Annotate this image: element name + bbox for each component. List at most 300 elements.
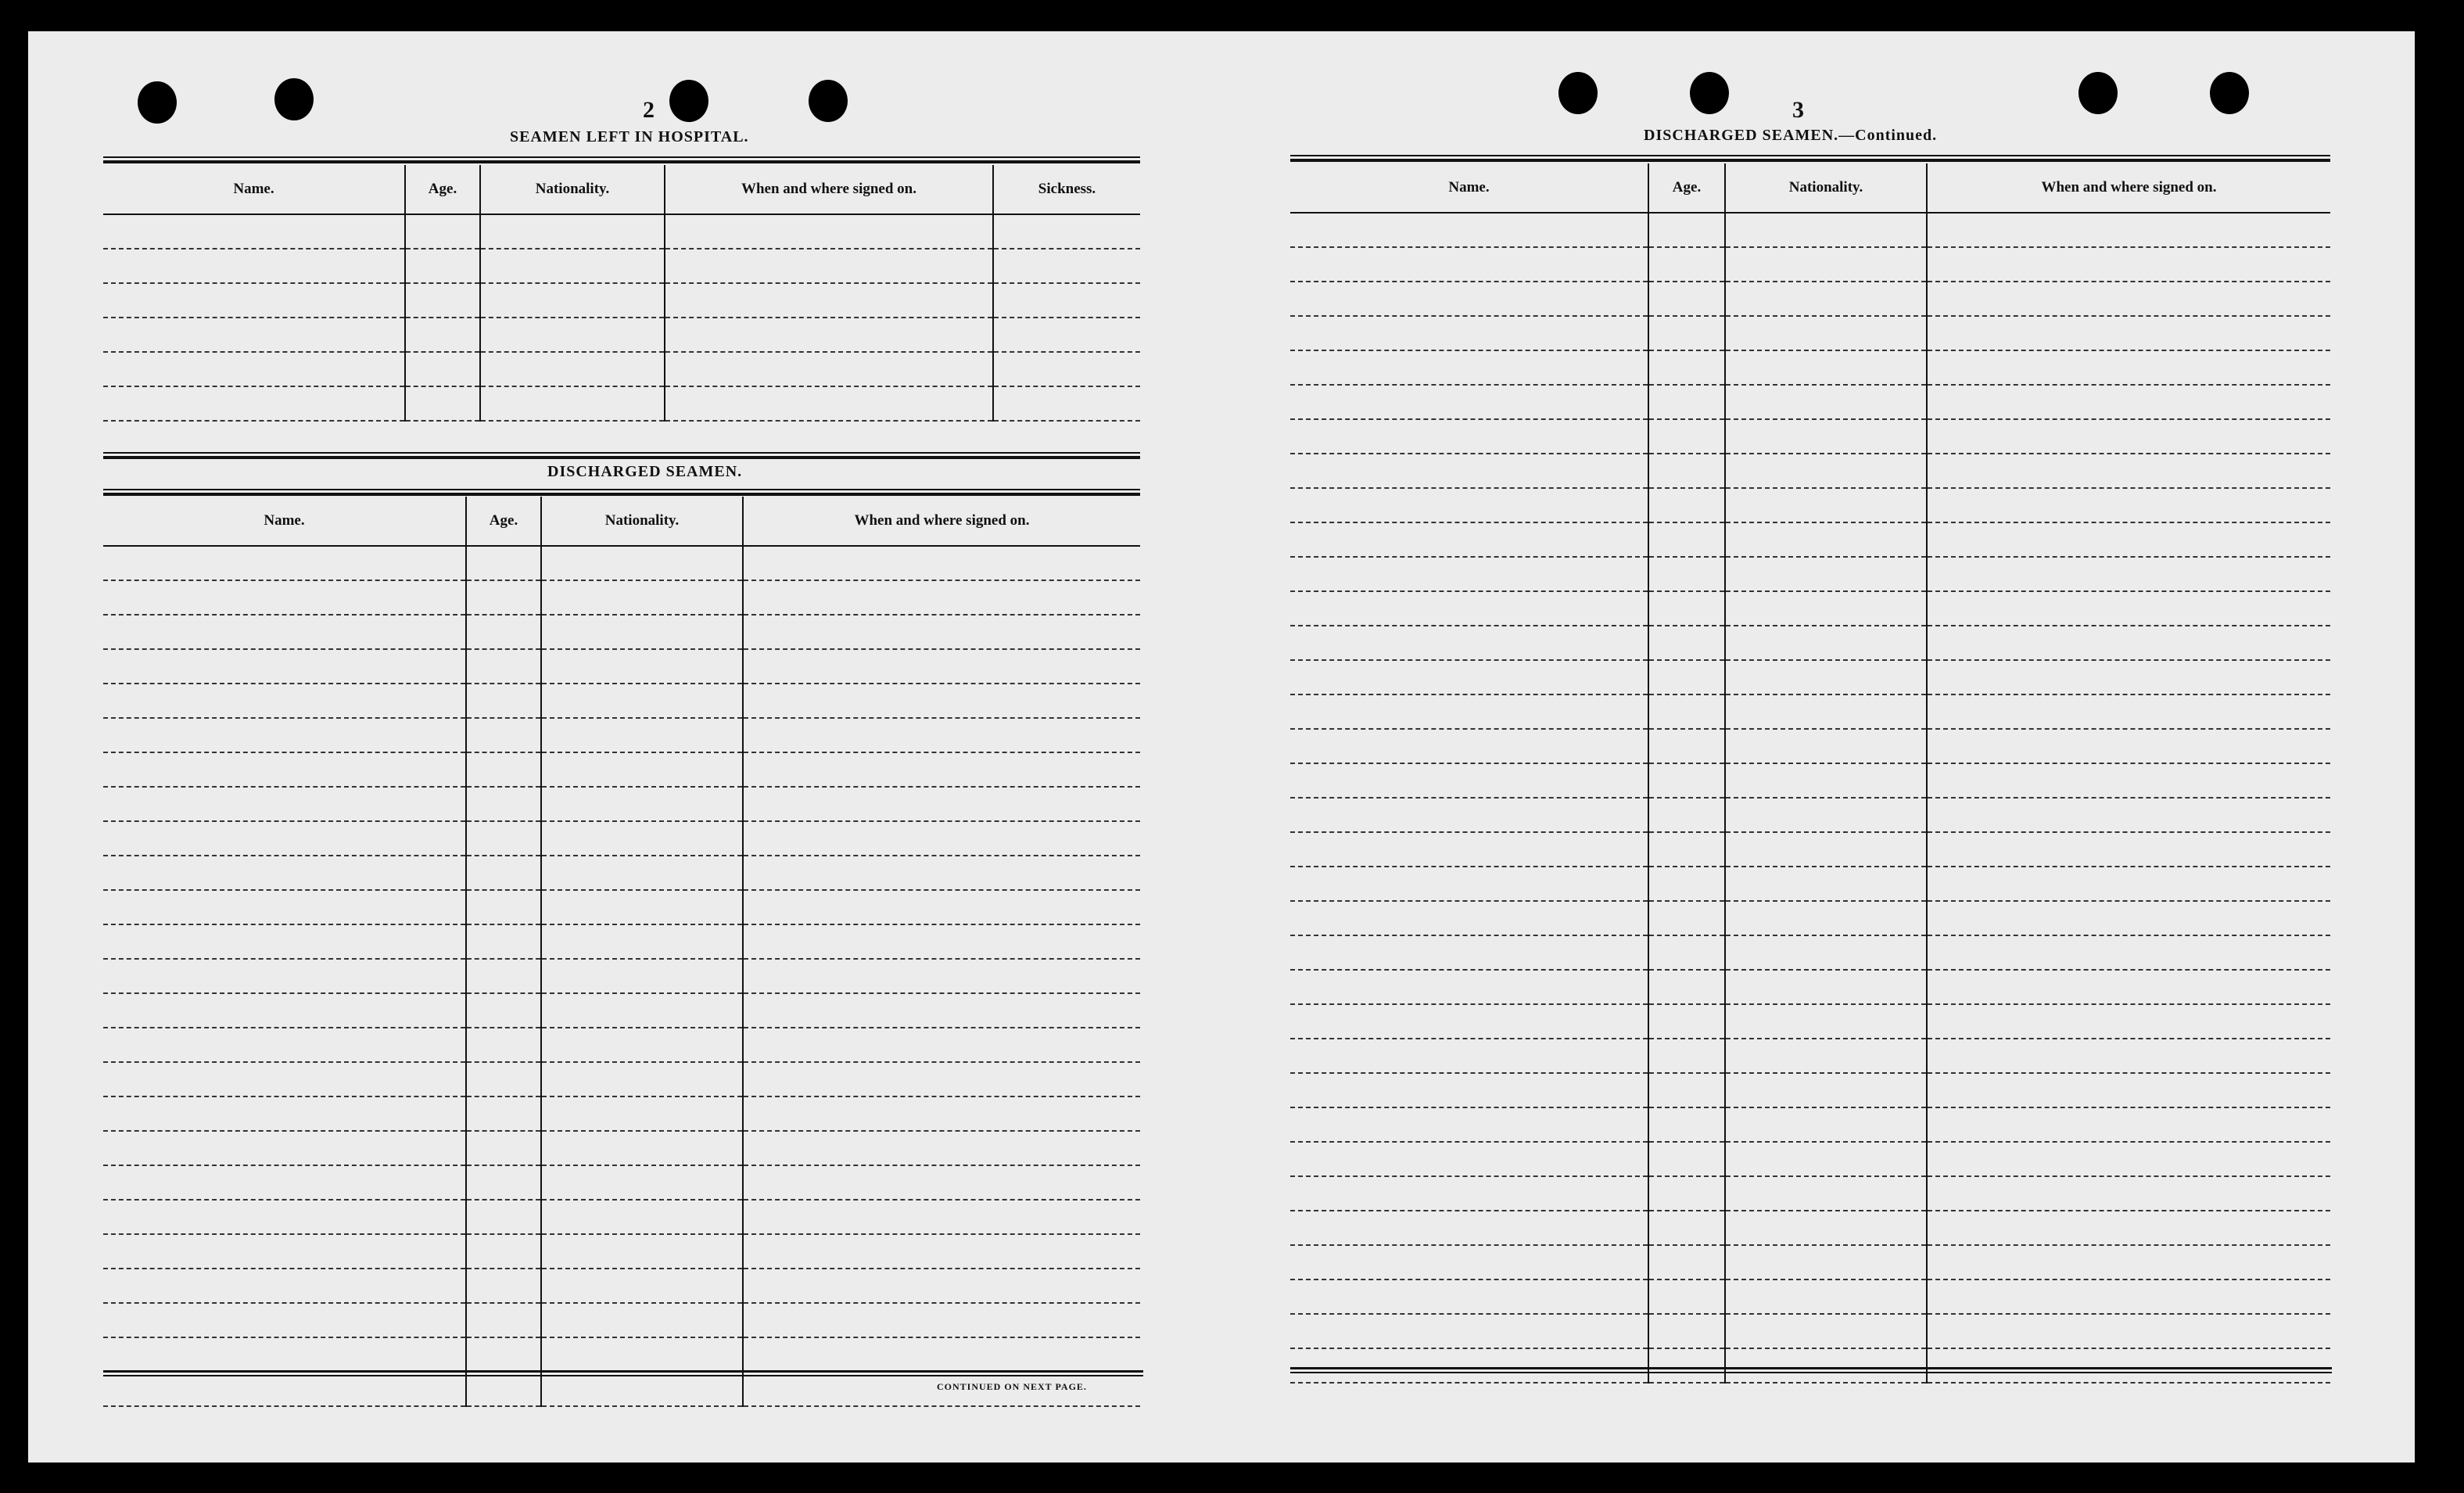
- blank-cell-name[interactable]: [1290, 1039, 1648, 1073]
- blank-cell-nationality[interactable]: [1725, 1073, 1927, 1107]
- blank-cell-age[interactable]: [405, 386, 480, 421]
- blank-cell-nationality[interactable]: [1725, 419, 1927, 454]
- blank-cell-age[interactable]: [466, 890, 541, 924]
- blank-cell-age[interactable]: [1648, 522, 1725, 557]
- blank-cell-when-and-where-signed-on[interactable]: [743, 856, 1140, 890]
- blank-cell-when-and-where-signed-on[interactable]: [1927, 247, 2330, 282]
- blank-cell-name[interactable]: [103, 283, 405, 318]
- blank-cell-nationality[interactable]: [1725, 591, 1927, 626]
- blank-cell-name[interactable]: [103, 615, 466, 649]
- blank-cell-age[interactable]: [466, 924, 541, 959]
- blank-cell-when-and-where-signed-on[interactable]: [743, 1131, 1140, 1165]
- blank-cell-age[interactable]: [1648, 1348, 1725, 1383]
- table-row: [103, 752, 1140, 787]
- double-rule: [103, 452, 1140, 459]
- blank-cell-when-and-where-signed-on[interactable]: [743, 1096, 1140, 1131]
- blank-cell-age[interactable]: [405, 318, 480, 352]
- blank-cell-when-and-where-signed-on[interactable]: [743, 993, 1140, 1028]
- blank-cell-name[interactable]: [103, 1028, 466, 1062]
- blank-cell-nationality[interactable]: [1725, 660, 1927, 694]
- table-row: [1290, 1348, 2330, 1383]
- blank-cell-nationality[interactable]: [541, 924, 743, 959]
- blank-cell-age[interactable]: [466, 718, 541, 752]
- table-row: [1290, 247, 2330, 282]
- blank-cell-nationality[interactable]: [1725, 1211, 1927, 1245]
- blank-cell-age[interactable]: [466, 752, 541, 787]
- blank-cell-name[interactable]: [1290, 247, 1648, 282]
- column-header-age: Age.: [466, 497, 541, 546]
- bottom-rule: [103, 1370, 1143, 1376]
- punch-hole: [2210, 72, 2249, 114]
- blank-cell-nationality[interactable]: [1725, 385, 1927, 419]
- table-row: [103, 856, 1140, 890]
- blank-cell-when-and-where-signed-on[interactable]: [743, 787, 1140, 821]
- blank-cell-nationality[interactable]: [1725, 763, 1927, 798]
- blank-cell-age[interactable]: [405, 352, 480, 386]
- hospital-section-title: SEAMEN LEFT IN HOSPITAL.: [510, 128, 749, 145]
- blank-cell-name[interactable]: [103, 352, 405, 386]
- blank-cell-nationality[interactable]: [480, 249, 665, 283]
- blank-cell-when-and-where-signed-on[interactable]: [743, 1028, 1140, 1062]
- blank-cell-sickness[interactable]: [993, 352, 1140, 386]
- blank-cell-when-and-where-signed-on[interactable]: [743, 1200, 1140, 1234]
- blank-cell-when-and-where-signed-on[interactable]: [1927, 1004, 2330, 1039]
- blank-cell-nationality[interactable]: [480, 352, 665, 386]
- blank-cell-name[interactable]: [1290, 660, 1648, 694]
- blank-cell-nationality[interactable]: [1725, 522, 1927, 557]
- table-row: [1290, 282, 2330, 316]
- blank-cell-nationality[interactable]: [480, 318, 665, 352]
- blank-cell-when-and-where-signed-on[interactable]: [1927, 832, 2330, 867]
- blank-cell-name[interactable]: [1290, 1348, 1648, 1383]
- blank-cell-when-and-where-signed-on[interactable]: [743, 649, 1140, 684]
- blank-cell-name[interactable]: [1290, 316, 1648, 350]
- blank-cell-name[interactable]: [103, 1337, 466, 1372]
- blank-cell-when-and-where-signed-on[interactable]: [1927, 867, 2330, 901]
- blank-cell-nationality[interactable]: [1725, 1279, 1927, 1314]
- blank-cell-age[interactable]: [466, 580, 541, 615]
- blank-cell-when-and-where-signed-on[interactable]: [743, 1165, 1140, 1200]
- blank-cell-nationality[interactable]: [541, 1303, 743, 1337]
- blank-cell-name[interactable]: [103, 318, 405, 352]
- blank-cell-age[interactable]: [1648, 350, 1725, 385]
- table-row: [1290, 867, 2330, 901]
- blank-cell-age[interactable]: [466, 1234, 541, 1269]
- blank-cell-name[interactable]: [1290, 282, 1648, 316]
- blank-cell-name[interactable]: [103, 386, 405, 421]
- blank-cell-when-and-where-signed-on[interactable]: [1927, 935, 2330, 970]
- blank-cell-age[interactable]: [1648, 247, 1725, 282]
- table-row: [103, 1234, 1140, 1269]
- blank-cell-name[interactable]: [1290, 522, 1648, 557]
- blank-cell-name[interactable]: [1290, 763, 1648, 798]
- blank-cell-nationality[interactable]: [1725, 557, 1927, 591]
- blank-cell-sickness[interactable]: [993, 249, 1140, 283]
- blank-cell-age[interactable]: [466, 993, 541, 1028]
- blank-cell-age[interactable]: [1648, 316, 1725, 350]
- blank-cell-nationality[interactable]: [1725, 626, 1927, 660]
- blank-cell-when-and-where-signed-on[interactable]: [1927, 1073, 2330, 1107]
- blank-cell-name[interactable]: [1290, 1107, 1648, 1142]
- column-header-when-and-where-signed-on: When and where signed on.: [1927, 163, 2330, 213]
- blank-cell-when-and-where-signed-on[interactable]: [1927, 729, 2330, 763]
- blank-cell-age[interactable]: [1648, 591, 1725, 626]
- blank-cell-name[interactable]: [103, 959, 466, 993]
- blank-cell-age[interactable]: [1648, 832, 1725, 867]
- blank-cell-nationality[interactable]: [1725, 694, 1927, 729]
- column-header-nationality: Nationality.: [1725, 163, 1927, 213]
- blank-cell-when-and-where-signed-on[interactable]: [1927, 1039, 2330, 1073]
- blank-cell-when-and-where-signed-on[interactable]: [665, 283, 993, 318]
- blank-cell-when-and-where-signed-on[interactable]: [743, 684, 1140, 718]
- blank-cell-age[interactable]: [1648, 1279, 1725, 1314]
- blank-cell-name[interactable]: [103, 580, 466, 615]
- blank-cell-nationality[interactable]: [1725, 935, 1927, 970]
- blank-cell-sickness[interactable]: [993, 386, 1140, 421]
- blank-cell-age[interactable]: [1648, 798, 1725, 832]
- blank-cell-age[interactable]: [466, 1131, 541, 1165]
- blank-cell-age[interactable]: [466, 684, 541, 718]
- blank-cell-nationality[interactable]: [1725, 316, 1927, 350]
- blank-cell-name[interactable]: [1290, 1245, 1648, 1279]
- blank-cell-nationality[interactable]: [541, 752, 743, 787]
- blank-cell-when-and-where-signed-on[interactable]: [1927, 763, 2330, 798]
- blank-cell-nationality[interactable]: [541, 580, 743, 615]
- blank-cell-when-and-where-signed-on[interactable]: [1927, 1348, 2330, 1383]
- blank-cell-when-and-where-signed-on[interactable]: [1927, 901, 2330, 935]
- blank-cell-name[interactable]: [103, 787, 466, 821]
- blank-cell-nationality[interactable]: [541, 1337, 743, 1372]
- blank-cell-nationality[interactable]: [1725, 901, 1927, 935]
- blank-cell-name[interactable]: [1290, 591, 1648, 626]
- blank-cell-when-and-where-signed-on[interactable]: [1927, 316, 2330, 350]
- table-row: [103, 1062, 1140, 1096]
- blank-cell-age[interactable]: [405, 249, 480, 283]
- blank-cell-nationality[interactable]: [1725, 454, 1927, 488]
- blank-cell-nationality[interactable]: [541, 1028, 743, 1062]
- blank-cell-name[interactable]: [103, 1096, 466, 1131]
- blank-cell-nationality[interactable]: [480, 283, 665, 318]
- blank-cell-name[interactable]: [103, 684, 466, 718]
- blank-cell-nationality[interactable]: [1725, 1142, 1927, 1176]
- blank-cell-nationality[interactable]: [1725, 1107, 1927, 1142]
- blank-cell-nationality[interactable]: [1725, 832, 1927, 867]
- blank-cell-age[interactable]: [1648, 1107, 1725, 1142]
- table-row: [103, 787, 1140, 821]
- blank-cell-name[interactable]: [103, 1234, 466, 1269]
- blank-cell-nationality[interactable]: [541, 546, 743, 580]
- blank-cell-when-and-where-signed-on[interactable]: [743, 546, 1140, 580]
- blank-cell-nationality[interactable]: [541, 1131, 743, 1165]
- blank-cell-when-and-where-signed-on[interactable]: [1927, 1107, 2330, 1142]
- blank-cell-name[interactable]: [103, 1372, 466, 1406]
- blank-cell-age[interactable]: [466, 856, 541, 890]
- blank-cell-age[interactable]: [466, 1337, 541, 1372]
- table-row: [1290, 970, 2330, 1004]
- blank-cell-name[interactable]: [1290, 867, 1648, 901]
- blank-cell-nationality[interactable]: [1725, 282, 1927, 316]
- blank-cell-when-and-where-signed-on[interactable]: [1927, 213, 2330, 247]
- blank-cell-nationality[interactable]: [1725, 488, 1927, 522]
- blank-cell-when-and-where-signed-on[interactable]: [743, 718, 1140, 752]
- blank-cell-when-and-where-signed-on[interactable]: [743, 924, 1140, 959]
- blank-cell-name[interactable]: [103, 752, 466, 787]
- blank-cell-name[interactable]: [1290, 454, 1648, 488]
- blank-cell-name[interactable]: [1290, 832, 1648, 867]
- blank-cell-when-and-where-signed-on[interactable]: [1927, 694, 2330, 729]
- blank-cell-name[interactable]: [1290, 1176, 1648, 1211]
- blank-cell-nationality[interactable]: [541, 821, 743, 856]
- blank-cell-name[interactable]: [103, 924, 466, 959]
- blank-cell-when-and-where-signed-on[interactable]: [1927, 454, 2330, 488]
- blank-cell-age[interactable]: [1648, 626, 1725, 660]
- blank-cell-name[interactable]: [103, 249, 405, 283]
- blank-cell-nationality[interactable]: [541, 1200, 743, 1234]
- blank-cell-when-and-where-signed-on[interactable]: [1927, 626, 2330, 660]
- blank-cell-nationality[interactable]: [1725, 798, 1927, 832]
- blank-cell-age[interactable]: [405, 283, 480, 318]
- blank-cell-age[interactable]: [1648, 1004, 1725, 1039]
- blank-cell-when-and-where-signed-on[interactable]: [1927, 1142, 2330, 1176]
- blank-cell-age[interactable]: [466, 546, 541, 580]
- blank-cell-nationality[interactable]: [541, 890, 743, 924]
- blank-cell-nationality[interactable]: [1725, 1004, 1927, 1039]
- blank-cell-age[interactable]: [466, 1372, 541, 1406]
- blank-cell-age[interactable]: [1648, 1039, 1725, 1073]
- blank-cell-name[interactable]: [103, 214, 405, 249]
- blank-cell-when-and-where-signed-on[interactable]: [1927, 970, 2330, 1004]
- blank-cell-age[interactable]: [1648, 282, 1725, 316]
- blank-cell-age[interactable]: [466, 1200, 541, 1234]
- blank-cell-when-and-where-signed-on[interactable]: [743, 1337, 1140, 1372]
- blank-cell-age[interactable]: [466, 615, 541, 649]
- blank-cell-name[interactable]: [1290, 901, 1648, 935]
- blank-cell-name[interactable]: [103, 1165, 466, 1200]
- blank-cell-name[interactable]: [1290, 1142, 1648, 1176]
- blank-cell-name[interactable]: [1290, 385, 1648, 419]
- blank-cell-nationality[interactable]: [1725, 247, 1927, 282]
- blank-cell-age[interactable]: [466, 1028, 541, 1062]
- blank-cell-age[interactable]: [1648, 1211, 1725, 1245]
- blank-cell-name[interactable]: [1290, 1004, 1648, 1039]
- blank-cell-name[interactable]: [103, 1269, 466, 1303]
- blank-cell-age[interactable]: [466, 1303, 541, 1337]
- punch-hole: [669, 80, 708, 122]
- table-row: [103, 1096, 1140, 1131]
- blank-cell-age[interactable]: [1648, 763, 1725, 798]
- blank-cell-age[interactable]: [1648, 385, 1725, 419]
- blank-cell-name[interactable]: [1290, 350, 1648, 385]
- blank-cell-nationality[interactable]: [541, 1269, 743, 1303]
- blank-cell-name[interactable]: [1290, 213, 1648, 247]
- blank-cell-nationality[interactable]: [1725, 1245, 1927, 1279]
- blank-cell-name[interactable]: [103, 821, 466, 856]
- blank-cell-nationality[interactable]: [541, 1096, 743, 1131]
- blank-cell-nationality[interactable]: [541, 856, 743, 890]
- blank-cell-when-and-where-signed-on[interactable]: [743, 1269, 1140, 1303]
- blank-cell-when-and-where-signed-on[interactable]: [1927, 1279, 2330, 1314]
- blank-cell-age[interactable]: [466, 1096, 541, 1131]
- blank-cell-nationality[interactable]: [1725, 729, 1927, 763]
- blank-cell-when-and-where-signed-on[interactable]: [665, 386, 993, 421]
- blank-cell-age[interactable]: [1648, 488, 1725, 522]
- blank-cell-nationality[interactable]: [541, 718, 743, 752]
- blank-cell-age[interactable]: [466, 649, 541, 684]
- blank-cell-sickness[interactable]: [993, 283, 1140, 318]
- blank-cell-when-and-where-signed-on[interactable]: [665, 318, 993, 352]
- blank-cell-when-and-where-signed-on[interactable]: [743, 580, 1140, 615]
- blank-cell-when-and-where-signed-on[interactable]: [1927, 660, 2330, 694]
- blank-cell-nationality[interactable]: [541, 1234, 743, 1269]
- blank-cell-when-and-where-signed-on[interactable]: [1927, 1245, 2330, 1279]
- blank-cell-age[interactable]: [1648, 694, 1725, 729]
- blank-cell-name[interactable]: [1290, 419, 1648, 454]
- blank-cell-name[interactable]: [1290, 970, 1648, 1004]
- blank-cell-when-and-where-signed-on[interactable]: [1927, 798, 2330, 832]
- blank-cell-nationality[interactable]: [541, 787, 743, 821]
- blank-cell-age[interactable]: [1648, 1245, 1725, 1279]
- blank-cell-nationality[interactable]: [541, 1062, 743, 1096]
- blank-cell-when-and-where-signed-on[interactable]: [1927, 591, 2330, 626]
- blank-cell-name[interactable]: [103, 546, 466, 580]
- blank-cell-name[interactable]: [1290, 1211, 1648, 1245]
- blank-cell-nationality[interactable]: [1725, 213, 1927, 247]
- blank-cell-name[interactable]: [1290, 1279, 1648, 1314]
- blank-cell-age[interactable]: [1648, 867, 1725, 901]
- blank-cell-when-and-where-signed-on[interactable]: [1927, 1211, 2330, 1245]
- continued-note: CONTINUED ON NEXT PAGE.: [937, 1381, 1087, 1392]
- table-row: [103, 249, 1140, 283]
- table-row: [103, 993, 1140, 1028]
- blank-cell-when-and-where-signed-on[interactable]: [1927, 522, 2330, 557]
- column-header-age: Age.: [1648, 163, 1725, 213]
- blank-cell-name[interactable]: [103, 1200, 466, 1234]
- column-header-when-and-where-signed-on: When and where signed on.: [743, 497, 1140, 546]
- blank-cell-nationality[interactable]: [1725, 1314, 1927, 1348]
- blank-cell-when-and-where-signed-on[interactable]: [743, 752, 1140, 787]
- table-row: [1290, 591, 2330, 626]
- blank-cell-when-and-where-signed-on[interactable]: [665, 249, 993, 283]
- blank-cell-age[interactable]: [1648, 1314, 1725, 1348]
- blank-cell-age[interactable]: [466, 1165, 541, 1200]
- blank-cell-nationality[interactable]: [541, 993, 743, 1028]
- blank-cell-name[interactable]: [103, 993, 466, 1028]
- blank-cell-when-and-where-signed-on[interactable]: [743, 1234, 1140, 1269]
- blank-cell-name[interactable]: [1290, 729, 1648, 763]
- punch-hole: [2078, 72, 2118, 114]
- blank-cell-age[interactable]: [1648, 660, 1725, 694]
- blank-cell-name[interactable]: [103, 856, 466, 890]
- blank-cell-name[interactable]: [1290, 488, 1648, 522]
- blank-cell-nationality[interactable]: [541, 959, 743, 993]
- blank-cell-nationality[interactable]: [1725, 1348, 1927, 1383]
- blank-cell-name[interactable]: [103, 1062, 466, 1096]
- blank-cell-nationality[interactable]: [1725, 1039, 1927, 1073]
- blank-cell-when-and-where-signed-on[interactable]: [1927, 282, 2330, 316]
- blank-cell-when-and-where-signed-on[interactable]: [665, 352, 993, 386]
- blank-cell-sickness[interactable]: [993, 214, 1140, 249]
- blank-cell-nationality[interactable]: [1725, 970, 1927, 1004]
- blank-cell-name[interactable]: [103, 649, 466, 684]
- blank-cell-nationality[interactable]: [1725, 350, 1927, 385]
- blank-cell-name[interactable]: [1290, 1073, 1648, 1107]
- blank-cell-when-and-where-signed-on[interactable]: [1927, 350, 2330, 385]
- blank-cell-when-and-where-signed-on[interactable]: [1927, 1176, 2330, 1211]
- blank-cell-name[interactable]: [1290, 557, 1648, 591]
- blank-cell-name[interactable]: [103, 1131, 466, 1165]
- blank-cell-age[interactable]: [466, 821, 541, 856]
- blank-cell-when-and-where-signed-on[interactable]: [1927, 488, 2330, 522]
- blank-cell-name[interactable]: [103, 890, 466, 924]
- table-row: [1290, 1107, 2330, 1142]
- blank-cell-when-and-where-signed-on[interactable]: [1927, 419, 2330, 454]
- blank-cell-when-and-where-signed-on[interactable]: [1927, 1314, 2330, 1348]
- blank-cell-age[interactable]: [466, 959, 541, 993]
- blank-cell-when-and-where-signed-on[interactable]: [743, 1303, 1140, 1337]
- blank-cell-when-and-where-signed-on[interactable]: [743, 959, 1140, 993]
- blank-cell-name[interactable]: [103, 718, 466, 752]
- blank-cell-age[interactable]: [1648, 901, 1725, 935]
- table-row: [1290, 935, 2330, 970]
- blank-cell-name[interactable]: [1290, 626, 1648, 660]
- blank-cell-name[interactable]: [1290, 798, 1648, 832]
- blank-cell-age[interactable]: [1648, 419, 1725, 454]
- blank-cell-nationality[interactable]: [541, 684, 743, 718]
- blank-cell-when-and-where-signed-on[interactable]: [743, 1062, 1140, 1096]
- table-row: [103, 959, 1140, 993]
- table-row: [1290, 1211, 2330, 1245]
- blank-cell-when-and-where-signed-on[interactable]: [743, 890, 1140, 924]
- table-row: [1290, 901, 2330, 935]
- blank-cell-nationality[interactable]: [541, 1165, 743, 1200]
- blank-cell-nationality[interactable]: [541, 1372, 743, 1406]
- blank-cell-age[interactable]: [1648, 935, 1725, 970]
- blank-cell-when-and-where-signed-on[interactable]: [665, 214, 993, 249]
- blank-cell-name[interactable]: [103, 1303, 466, 1337]
- continued-rows: [1290, 213, 2330, 1383]
- blank-cell-age[interactable]: [466, 787, 541, 821]
- blank-cell-name[interactable]: [1290, 1314, 1648, 1348]
- blank-cell-nationality[interactable]: [541, 649, 743, 684]
- blank-cell-age[interactable]: [1648, 454, 1725, 488]
- bottom-rule: [1290, 1367, 2332, 1373]
- table-row: [1290, 832, 2330, 867]
- blank-cell-when-and-where-signed-on[interactable]: [743, 615, 1140, 649]
- blank-cell-when-and-where-signed-on[interactable]: [1927, 385, 2330, 419]
- blank-cell-sickness[interactable]: [993, 318, 1140, 352]
- blank-cell-nationality[interactable]: [480, 214, 665, 249]
- blank-cell-when-and-where-signed-on[interactable]: [743, 821, 1140, 856]
- blank-cell-age[interactable]: [1648, 1073, 1725, 1107]
- blank-cell-when-and-where-signed-on[interactable]: [1927, 557, 2330, 591]
- blank-cell-age[interactable]: [405, 214, 480, 249]
- blank-cell-age[interactable]: [1648, 729, 1725, 763]
- blank-cell-nationality[interactable]: [1725, 1176, 1927, 1211]
- blank-cell-age[interactable]: [466, 1269, 541, 1303]
- blank-cell-nationality[interactable]: [1725, 867, 1927, 901]
- blank-cell-age[interactable]: [1648, 1176, 1725, 1211]
- blank-cell-age[interactable]: [1648, 970, 1725, 1004]
- blank-cell-name[interactable]: [1290, 694, 1648, 729]
- blank-cell-nationality[interactable]: [480, 386, 665, 421]
- blank-cell-age[interactable]: [1648, 1142, 1725, 1176]
- blank-cell-nationality[interactable]: [541, 615, 743, 649]
- blank-cell-age[interactable]: [1648, 557, 1725, 591]
- column-header-name: Name.: [1290, 163, 1648, 213]
- blank-cell-name[interactable]: [1290, 935, 1648, 970]
- blank-cell-age[interactable]: [466, 1062, 541, 1096]
- blank-cell-age[interactable]: [1648, 213, 1725, 247]
